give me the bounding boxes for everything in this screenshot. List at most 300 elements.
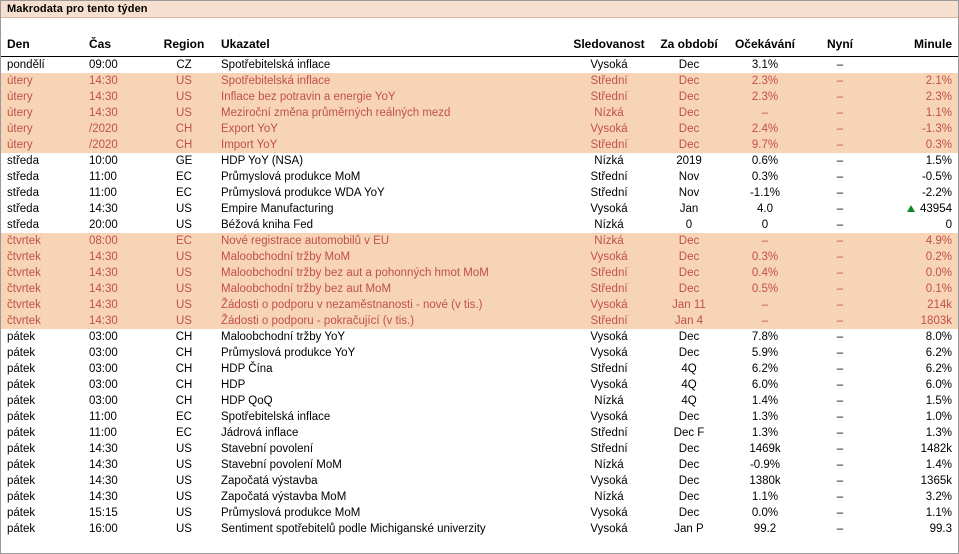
cell-nyni: – xyxy=(805,89,875,105)
cell-obdobi: Dec xyxy=(653,137,725,153)
minule-wrapper xyxy=(881,106,952,120)
cell-minule xyxy=(875,169,958,185)
cell-minule xyxy=(875,377,958,393)
cell-cas: 14:30 xyxy=(83,105,153,121)
minule-wrapper xyxy=(881,410,952,424)
cell-region: US xyxy=(153,217,215,233)
cell-obdobi: Dec xyxy=(653,409,725,425)
minule-wrapper xyxy=(881,138,952,152)
cell-ocekavani: 0.5% xyxy=(725,281,805,297)
minule-value: 1.5% xyxy=(925,395,952,407)
cell-ukazatel: Započatá výstavba xyxy=(215,473,565,489)
cell-cas: 10:00 xyxy=(83,153,153,169)
cell-region: US xyxy=(153,441,215,457)
cell-minule xyxy=(875,89,958,105)
cell-obdobi: 2019 xyxy=(653,153,725,169)
cell-ukazatel: Maloobchodní tržby bez aut a pohonných hmot MoM xyxy=(215,265,565,281)
cell-den: pátek xyxy=(1,345,83,361)
cell-region: US xyxy=(153,489,215,505)
column-header-obdobi[interactable]: Za období xyxy=(653,34,725,57)
column-header-minule[interactable]: Minule xyxy=(875,34,958,57)
cell-nyni: – xyxy=(805,185,875,201)
cell-region: US xyxy=(153,201,215,217)
cell-den: čtvrtek xyxy=(1,233,83,249)
cell-obdobi: Dec xyxy=(653,89,725,105)
table-row[interactable] xyxy=(1,521,958,537)
minule-value: 1.1% xyxy=(925,507,952,519)
minule-wrapper xyxy=(881,90,952,104)
cell-ocekavani: – xyxy=(725,313,805,329)
cell-ukazatel: Inflace bez potravin a energie YoY xyxy=(215,89,565,105)
cell-sledovanost: Střední xyxy=(565,185,653,201)
cell-region: US xyxy=(153,521,215,537)
cell-cas: 03:00 xyxy=(83,345,153,361)
cell-den: pátek xyxy=(1,377,83,393)
cell-den: pátek xyxy=(1,361,83,377)
cell-den: čtvrtek xyxy=(1,313,83,329)
cell-obdobi: Dec xyxy=(653,265,725,281)
cell-cas: 03:00 xyxy=(83,393,153,409)
table-row[interactable] xyxy=(1,473,958,489)
cell-ocekavani: 1.4% xyxy=(725,393,805,409)
cell-cas: 11:00 xyxy=(83,169,153,185)
cell-minule xyxy=(875,185,958,201)
cell-cas: 14:30 xyxy=(83,473,153,489)
minule-wrapper xyxy=(881,314,952,328)
cell-ukazatel: Průmyslová produkce WDA YoY xyxy=(215,185,565,201)
cell-obdobi: Dec xyxy=(653,249,725,265)
table-row[interactable] xyxy=(1,169,958,185)
cell-cas: 14:30 xyxy=(83,313,153,329)
cell-ocekavani: 3.1% xyxy=(725,57,805,74)
cell-obdobi: Dec xyxy=(653,73,725,89)
cell-den: pátek xyxy=(1,489,83,505)
cell-cas: 14:30 xyxy=(83,201,153,217)
minule-value: 99.3 xyxy=(929,523,952,535)
cell-ocekavani: – xyxy=(725,233,805,249)
cell-ocekavani: 2.4% xyxy=(725,121,805,137)
minule-value: -0.5% xyxy=(921,171,952,183)
cell-den: pátek xyxy=(1,521,83,537)
cell-den: pátek xyxy=(1,473,83,489)
cell-den: čtvrtek xyxy=(1,281,83,297)
cell-sledovanost: Nízká xyxy=(565,457,653,473)
cell-region: US xyxy=(153,265,215,281)
minule-value: 6.2% xyxy=(925,347,952,359)
minule-value: 0.2% xyxy=(925,251,952,263)
cell-nyni: – xyxy=(805,441,875,457)
minule-value: 2.1% xyxy=(925,75,952,87)
cell-minule xyxy=(875,249,958,265)
cell-region: US xyxy=(153,297,215,313)
cell-ocekavani: 1.1% xyxy=(725,489,805,505)
cell-ukazatel: Empire Manufacturing xyxy=(215,201,565,217)
cell-sledovanost: Střední xyxy=(565,425,653,441)
cell-nyni: – xyxy=(805,233,875,249)
cell-cas: 14:30 xyxy=(83,265,153,281)
cell-region: CH xyxy=(153,345,215,361)
cell-nyni: – xyxy=(805,265,875,281)
cell-den: pátek xyxy=(1,441,83,457)
minule-wrapper xyxy=(881,458,952,472)
cell-ocekavani: – xyxy=(725,105,805,121)
cell-obdobi: Dec xyxy=(653,121,725,137)
minule-value: 214k xyxy=(927,299,952,311)
cell-ukazatel: Nové registrace automobilů v EU xyxy=(215,233,565,249)
cell-ukazatel: Stavební povolení MoM xyxy=(215,457,565,473)
column-header-cas[interactable]: Čas xyxy=(83,34,153,57)
cell-cas: 14:30 xyxy=(83,441,153,457)
cell-sledovanost: Vysoká xyxy=(565,345,653,361)
cell-cas: 11:00 xyxy=(83,425,153,441)
cell-obdobi: Nov xyxy=(653,185,725,201)
cell-sledovanost: Vysoká xyxy=(565,249,653,265)
cell-ukazatel: Průmyslová produkce MoM xyxy=(215,169,565,185)
table-row[interactable] xyxy=(1,329,958,345)
cell-ocekavani: 99.2 xyxy=(725,521,805,537)
minule-value: 1803k xyxy=(920,315,952,327)
cell-den: útery xyxy=(1,89,83,105)
cell-den: pátek xyxy=(1,425,83,441)
cell-sledovanost: Nízká xyxy=(565,153,653,169)
cell-den: čtvrtek xyxy=(1,265,83,281)
minule-wrapper xyxy=(881,442,952,456)
cell-obdobi: Dec xyxy=(653,489,725,505)
cell-region: US xyxy=(153,249,215,265)
table-row[interactable] xyxy=(1,409,958,425)
table-row[interactable] xyxy=(1,377,958,393)
cell-minule xyxy=(875,345,958,361)
cell-den: útery xyxy=(1,73,83,89)
minule-wrapper xyxy=(881,394,952,408)
minule-wrapper xyxy=(881,522,952,536)
cell-minule xyxy=(875,233,958,249)
minule-wrapper xyxy=(881,490,952,504)
cell-sledovanost: Vysoká xyxy=(565,297,653,313)
cell-nyni: – xyxy=(805,521,875,537)
cell-sledovanost: Střední xyxy=(565,361,653,377)
minule-wrapper xyxy=(881,74,952,88)
cell-obdobi: Jan 11 xyxy=(653,297,725,313)
cell-ocekavani: 0.4% xyxy=(725,265,805,281)
cell-ukazatel: Stavební povolení xyxy=(215,441,565,457)
cell-sledovanost: Nízká xyxy=(565,393,653,409)
table-row[interactable] xyxy=(1,153,958,169)
cell-ocekavani: 1380k xyxy=(725,473,805,489)
cell-obdobi: Dec xyxy=(653,473,725,489)
cell-nyni: – xyxy=(805,169,875,185)
cell-sledovanost: Vysoká xyxy=(565,473,653,489)
cell-cas: 14:30 xyxy=(83,89,153,105)
minule-value: 3.2% xyxy=(925,491,952,503)
cell-den: středa xyxy=(1,185,83,201)
cell-den: středa xyxy=(1,153,83,169)
cell-nyni: – xyxy=(805,377,875,393)
cell-region: US xyxy=(153,89,215,105)
table-row[interactable] xyxy=(1,185,958,201)
cell-ukazatel: Meziroční změna průměrných reálných mezd xyxy=(215,105,565,121)
cell-region: EC xyxy=(153,409,215,425)
table-row[interactable] xyxy=(1,361,958,377)
cell-nyni: – xyxy=(805,137,875,153)
cell-obdobi: 4Q xyxy=(653,377,725,393)
table-row[interactable] xyxy=(1,201,958,217)
cell-ukazatel: Průmyslová produkce YoY xyxy=(215,345,565,361)
cell-region: US xyxy=(153,457,215,473)
cell-ocekavani: 1469k xyxy=(725,441,805,457)
minule-wrapper xyxy=(881,154,952,168)
cell-ocekavani: -0.9% xyxy=(725,457,805,473)
cell-cas: 14:30 xyxy=(83,281,153,297)
cell-nyni: – xyxy=(805,425,875,441)
table-row[interactable] xyxy=(1,105,958,121)
cell-ukazatel: HDP YoY (NSA) xyxy=(215,153,565,169)
cell-minule xyxy=(875,457,958,473)
cell-sledovanost: Střední xyxy=(565,169,653,185)
cell-ukazatel: Spotřebitelská inflace xyxy=(215,73,565,89)
cell-ocekavani: 9.7% xyxy=(725,137,805,153)
cell-obdobi: Dec xyxy=(653,329,725,345)
arrow-up-icon xyxy=(907,205,915,212)
minule-wrapper xyxy=(881,330,952,344)
minule-value: 6.2% xyxy=(925,363,952,375)
cell-den: pátek xyxy=(1,329,83,345)
cell-region: US xyxy=(153,105,215,121)
cell-cas: 14:30 xyxy=(83,489,153,505)
table-row[interactable] xyxy=(1,313,958,329)
table-row[interactable] xyxy=(1,457,958,473)
cell-ocekavani: 0 xyxy=(725,217,805,233)
table-row[interactable] xyxy=(1,233,958,249)
minule-value: 1.0% xyxy=(925,411,952,423)
minule-value: 1.1% xyxy=(925,107,952,119)
cell-nyni: – xyxy=(805,249,875,265)
cell-sledovanost: Nízká xyxy=(565,105,653,121)
cell-region: US xyxy=(153,313,215,329)
minule-value: 0.1% xyxy=(925,283,952,295)
cell-obdobi: Dec xyxy=(653,281,725,297)
cell-cas: 09:00 xyxy=(83,57,153,74)
cell-nyni: – xyxy=(805,121,875,137)
cell-nyni: – xyxy=(805,345,875,361)
cell-sledovanost: Vysoká xyxy=(565,409,653,425)
table-row[interactable] xyxy=(1,345,958,361)
table-row[interactable] xyxy=(1,121,958,137)
cell-minule xyxy=(875,425,958,441)
cell-obdobi: Dec xyxy=(653,505,725,521)
column-header-sledovanost[interactable]: Sledovanost xyxy=(565,34,653,57)
minule-value: 4.9% xyxy=(925,235,952,247)
cell-ocekavani: 0.3% xyxy=(725,169,805,185)
cell-obdobi: Dec xyxy=(653,457,725,473)
minule-wrapper xyxy=(881,362,952,376)
cell-cas: 15:15 xyxy=(83,505,153,521)
cell-cas: /2020 xyxy=(83,121,153,137)
cell-ukazatel: Spotřebitelská inflace xyxy=(215,57,565,74)
table-row[interactable] xyxy=(1,505,958,521)
cell-nyni: – xyxy=(805,297,875,313)
cell-minule xyxy=(875,393,958,409)
minule-wrapper xyxy=(881,282,952,296)
cell-ocekavani: 6.0% xyxy=(725,377,805,393)
minule-wrapper xyxy=(881,234,952,248)
cell-minule xyxy=(875,105,958,121)
cell-region: CH xyxy=(153,137,215,153)
minule-wrapper xyxy=(881,250,952,264)
cell-sledovanost: Vysoká xyxy=(565,377,653,393)
cell-minule xyxy=(875,329,958,345)
table-header xyxy=(1,34,958,57)
column-header-region[interactable]: Region xyxy=(153,34,215,57)
cell-region: CH xyxy=(153,329,215,345)
cell-ukazatel: Maloobchodní tržby MoM xyxy=(215,249,565,265)
table-row[interactable] xyxy=(1,57,958,74)
cell-nyni: – xyxy=(805,105,875,121)
cell-ukazatel: Béžová kniha Fed xyxy=(215,217,565,233)
cell-region: CH xyxy=(153,377,215,393)
cell-obdobi: Jan xyxy=(653,201,725,217)
cell-nyni: – xyxy=(805,409,875,425)
cell-den: středa xyxy=(1,169,83,185)
cell-ocekavani: 0.3% xyxy=(725,249,805,265)
cell-cas: 16:00 xyxy=(83,521,153,537)
cell-ukazatel: HDP Čína xyxy=(215,361,565,377)
cell-sledovanost: Střední xyxy=(565,265,653,281)
cell-den: pátek xyxy=(1,409,83,425)
cell-minule xyxy=(875,409,958,425)
cell-cas: /2020 xyxy=(83,137,153,153)
table-row[interactable] xyxy=(1,265,958,281)
minule-value: 0.3% xyxy=(925,139,952,151)
minule-wrapper xyxy=(881,122,952,136)
minule-value: 0.0% xyxy=(925,267,952,279)
cell-nyni: – xyxy=(805,217,875,233)
cell-den: středa xyxy=(1,217,83,233)
minule-wrapper xyxy=(881,218,952,232)
table-row[interactable] xyxy=(1,89,958,105)
minule-wrapper xyxy=(881,506,952,520)
cell-sledovanost: Vysoká xyxy=(565,521,653,537)
minule-wrapper xyxy=(881,474,952,488)
cell-ukazatel: Maloobchodní tržby bez aut MoM xyxy=(215,281,565,297)
table-row[interactable] xyxy=(1,281,958,297)
minule-value: 1.4% xyxy=(925,459,952,471)
minule-value: 6.0% xyxy=(925,379,952,391)
cell-nyni: – xyxy=(805,313,875,329)
minule-value: 0 xyxy=(945,219,952,231)
page-title: Makrodata pro tento týden xyxy=(7,3,148,15)
cell-obdobi: Dec xyxy=(653,441,725,457)
column-header-ocekavani[interactable]: Očekávání xyxy=(725,34,805,57)
cell-cas: 14:30 xyxy=(83,297,153,313)
cell-region: EC xyxy=(153,185,215,201)
cell-cas: 03:00 xyxy=(83,361,153,377)
minule-wrapper xyxy=(881,346,952,360)
cell-region: CH xyxy=(153,121,215,137)
cell-den: pátek xyxy=(1,505,83,521)
cell-ocekavani: 6.2% xyxy=(725,361,805,377)
cell-region: EC xyxy=(153,169,215,185)
cell-ocekavani: 4.0 xyxy=(725,201,805,217)
cell-obdobi: Dec F xyxy=(653,425,725,441)
cell-den: čtvrtek xyxy=(1,249,83,265)
cell-nyni: – xyxy=(805,393,875,409)
table-row[interactable] xyxy=(1,73,958,89)
column-header-nyni[interactable]: Nyní xyxy=(805,34,875,57)
cell-sledovanost: Střední xyxy=(565,73,653,89)
table-row[interactable] xyxy=(1,489,958,505)
minule-value: 43954 xyxy=(920,203,952,215)
cell-sledovanost: Nízká xyxy=(565,489,653,505)
cell-ocekavani: 0.6% xyxy=(725,153,805,169)
cell-minule xyxy=(875,121,958,137)
cell-ukazatel: Započatá výstavba MoM xyxy=(215,489,565,505)
table-row[interactable] xyxy=(1,297,958,313)
cell-ocekavani: 2.3% xyxy=(725,89,805,105)
cell-minule xyxy=(875,361,958,377)
cell-sledovanost: Nízká xyxy=(565,233,653,249)
minule-value: 1.3% xyxy=(925,427,952,439)
table-row[interactable] xyxy=(1,137,958,153)
cell-sledovanost: Vysoká xyxy=(565,329,653,345)
cell-cas: 14:30 xyxy=(83,249,153,265)
cell-ukazatel: Maloobchodní tržby YoY xyxy=(215,329,565,345)
cell-minule xyxy=(875,57,958,74)
cell-cas: 20:00 xyxy=(83,217,153,233)
minule-wrapper xyxy=(881,426,952,440)
cell-nyni: – xyxy=(805,329,875,345)
cell-sledovanost: Střední xyxy=(565,137,653,153)
minule-value: -1.3% xyxy=(921,123,952,135)
cell-ukazatel: Spotřebitelská inflace xyxy=(215,409,565,425)
table-row[interactable] xyxy=(1,249,958,265)
cell-minule xyxy=(875,281,958,297)
cell-den: útery xyxy=(1,121,83,137)
cell-sledovanost: Vysoká xyxy=(565,121,653,137)
cell-sledovanost: Střední xyxy=(565,313,653,329)
cell-minule xyxy=(875,505,958,521)
cell-nyni: – xyxy=(805,361,875,377)
cell-nyni: – xyxy=(805,473,875,489)
table-row[interactable] xyxy=(1,425,958,441)
minule-value: 1365k xyxy=(920,475,952,487)
table-row[interactable] xyxy=(1,217,958,233)
cell-cas: 11:00 xyxy=(83,185,153,201)
cell-den: pondělí xyxy=(1,57,83,74)
cell-ukazatel: Žádosti o podporu v nezaměstnanosti - nové (v tis.) xyxy=(215,297,565,313)
minule-value: -2.2% xyxy=(921,187,952,199)
cell-cas: 14:30 xyxy=(83,457,153,473)
title-spacer xyxy=(1,18,958,34)
cell-obdobi: Dec xyxy=(653,57,725,74)
table-row[interactable] xyxy=(1,441,958,457)
column-header-den[interactable]: Den xyxy=(1,34,83,57)
column-header-ukazatel[interactable]: Ukazatel xyxy=(215,34,565,57)
cell-ukazatel: Průmyslová produkce MoM xyxy=(215,505,565,521)
cell-den: pátek xyxy=(1,457,83,473)
cell-ukazatel: Export YoY xyxy=(215,121,565,137)
cell-ukazatel: Žádosti o podporu - pokračující (v tis.) xyxy=(215,313,565,329)
cell-den: čtvrtek xyxy=(1,297,83,313)
table-row[interactable] xyxy=(1,393,958,409)
macro-data-table xyxy=(1,34,958,537)
cell-den: pátek xyxy=(1,393,83,409)
cell-cas: 14:30 xyxy=(83,73,153,89)
cell-sledovanost: Vysoká xyxy=(565,505,653,521)
cell-minule xyxy=(875,217,958,233)
cell-minule xyxy=(875,313,958,329)
cell-cas: 03:00 xyxy=(83,329,153,345)
